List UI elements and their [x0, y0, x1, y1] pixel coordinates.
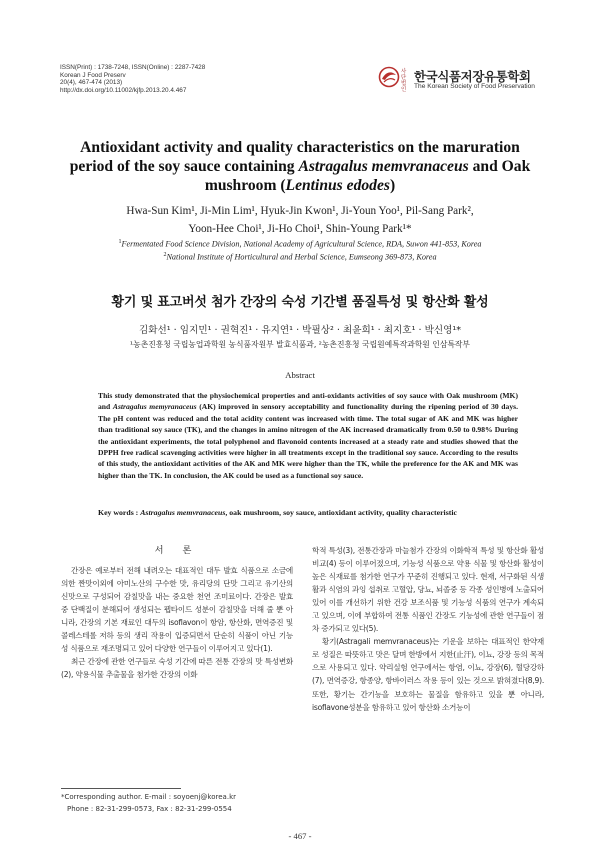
paper-title — [50, 138, 550, 195]
title-line-2: period of the soy sauce containing Astragalus memvranaceus and Oak — [69, 158, 531, 175]
korean-authors: 김화선¹ · 임지민¹ · 권혁진¹ · 유지연¹ · 박필상² · 최윤희¹ · 최지호¹ · 박신영¹* — [138, 325, 462, 336]
society-logo-icon — [378, 66, 400, 88]
society-name-en: The Korean Society of Food Preservation — [414, 83, 535, 90]
author-line-2: Yoon-Hee Choi¹, Ji-Ho Choi¹, Shin-Young Park¹* — [188, 223, 412, 235]
footnote — [61, 792, 293, 816]
journal-name: Korean J Food Preserv — [60, 71, 126, 79]
society-tag: 사단 법인 — [401, 69, 407, 93]
corresponding-author: *Corresponding author. E-mail : soyoenj@korea.kr — [61, 793, 236, 801]
keywords-label: Key words : — [98, 508, 139, 517]
intro-paragraph-4: 황기(Astragali memvranaceus)는 기운을 보하는 대표적인 한약재로 성질은 따뜻하고 맛은 달며 한방에서 지한(止汗), 이뇨, 강장 등의 목적으로 사용되고 있다. 약리실험 연구에서는 항염, 이뇨, 강장(6), 혈당강하(7), 면역증강, 항종양, 항바이러스 작용 등이 있는 것으로 밝혀졌다(8,9). 또한, 황기는 간기능을 보호하는 물질을 함유하고 있을 뿐 아니라, isoflavone성분을 함유하고 있어 항산화 소거능이 — [312, 637, 544, 712]
page-number: - 467 - — [288, 831, 312, 841]
section-title: 서 론 — [154, 545, 200, 556]
footnote-rule — [61, 788, 181, 789]
abstract-heading: Abstract — [285, 370, 315, 380]
right-column — [312, 544, 544, 714]
korean-affiliations: ¹농촌진흥청 국립농업과학원 농식품자원부 발효식품과, ²농촌진흥청 국립원예특작과학원 인삼특작부 — [130, 340, 470, 349]
society-name-ko: 한국식품저장유통학회 — [414, 69, 531, 84]
keywords: Key words : Astragalus memvranaceus, oak mushroom, soy sauce, antioxidant activity, quality characteristic — [98, 508, 457, 517]
title-line-1: Antioxidant activity and quality characteristics on the maruration — [80, 139, 520, 156]
doi-line: http://dx.doi.org/10.11002/kjfp.2013.20.4.467 — [60, 86, 187, 94]
affiliation-2: $^2$National Institute of Horticultural and Herbal Science, Eumseong 369-873, Korea — [163, 251, 437, 262]
volume-line: 20(4), 467-474 (2013) — [60, 79, 123, 87]
left-column — [61, 544, 293, 681]
abstract-body: This study demonstrated that the physiochemical properties and anti-oxidants activities of soy sauce with Oak mushroom (MK) and Astragalus memyranaceus (AK) improved in sensory acceptability and functionality during the ripening period of 30 days. The pH content was reduced and the total acidity content was increased with time. The total sugar of AK and MK was higher than traditional soy sauce (TK), and the changes in amino nitrogen of the AK increased dramatically from 0.50 to 0.98% During the antioxidant experiments, the total polyphenol and flavonoid contents increased at a steady rate and studies showed that the DPPH free radical scavenging activities were higher in all treatments except in the traditional soy sauce. According to the results of this study, the antioxidant activities of the AK and MK were higher than the TK, while the preference for the AK and MK was higher than the TK. In conclusion, the AK could be used as a functional soy sauce. — [98, 391, 518, 480]
intro-paragraph-1: 간장은 예로부터 전해 내려오는 대표적인 대두 발효 식품으로 소금에 의한 짠맛이외에 아미노산의 구수한 맛, 유리당의 단맛 그리고 유기산의 신맛으로 구성되어 감칠맛을 내는 중요한 천연 조미료이다. 간장은 발효 중 단백질이 분해되어 생성되는 펩타이드 성분이 감칠맛을 더해 줄 뿐 아니라, 간장의 기본 재료인 대두의 isoflavon이 항암, 항산화, 면역증진 및 콜레스테롤 저하 등의 생리 작용이 입증되면서 단순히 식품이 아닌 기능성 식품으로 재조명되고 있어 다양한 연구들이 이루어지고 있다(1). — [61, 566, 293, 654]
intro-paragraph-3: 학적 특성(3), 전통간장과 마늘첨가 간장의 이화학적 특성 및 항산화 활성비교(4) 등이 이루어졌으며, 기능성 식품으로 약용 식물 및 항산화 활성이 높은 식재료를 첨가한 연구가 꾸준히 진행되고 있다. 현재, 서구화된 식생활과 식염의 과잉 섭취로 고혈압, 당뇨, 뇌졸중 등 각종 성인병에 노출되어 있어 이를 개선하기 위한 건강 보조식품 및 기능성 식품의 연구가 계속되고 있으며, 이에 부합하여 전통 식품인 간장도 기능성에 관한 연구들이 점차 증가되고 있다(5). — [312, 546, 544, 634]
journal-header — [60, 64, 205, 94]
affiliation-1: $^1$Fermentated Food Science Division, National Academy of Agricultural Science, RDA, Suwon 441-853, Korea — [118, 239, 482, 249]
author-list — [50, 202, 550, 238]
affiliation-list — [50, 237, 550, 262]
korean-title: 황기 및 표고버섯 첨가 간장의 숙성 기간별 품질특성 및 항산화 활성 — [111, 295, 489, 310]
title-line-3: mushroom (Lentinus edodes) — [204, 177, 396, 194]
author-line-1: Hwa-Sun Kim¹, Ji-Min Lim¹, Hyuk-Jin Kwon¹, Ji-Youn Yoo¹, Pil-Sang Park², — [126, 205, 474, 217]
intro-paragraph-2: 최근 간장에 관한 연구들로 숙성 기간에 따른 전통 간장의 맛 특성변화(2), 약용식물 추출물을 첨가한 간장의 이화 — [61, 657, 293, 680]
society-block — [378, 66, 546, 96]
contact-phone: Phone : 82-31-299-0573, Fax : 82-31-299-0554 — [67, 804, 232, 813]
issn-line: ISSN(Print) : 1738-7248, ISSN(Online) : 2287-7428 — [60, 64, 206, 71]
